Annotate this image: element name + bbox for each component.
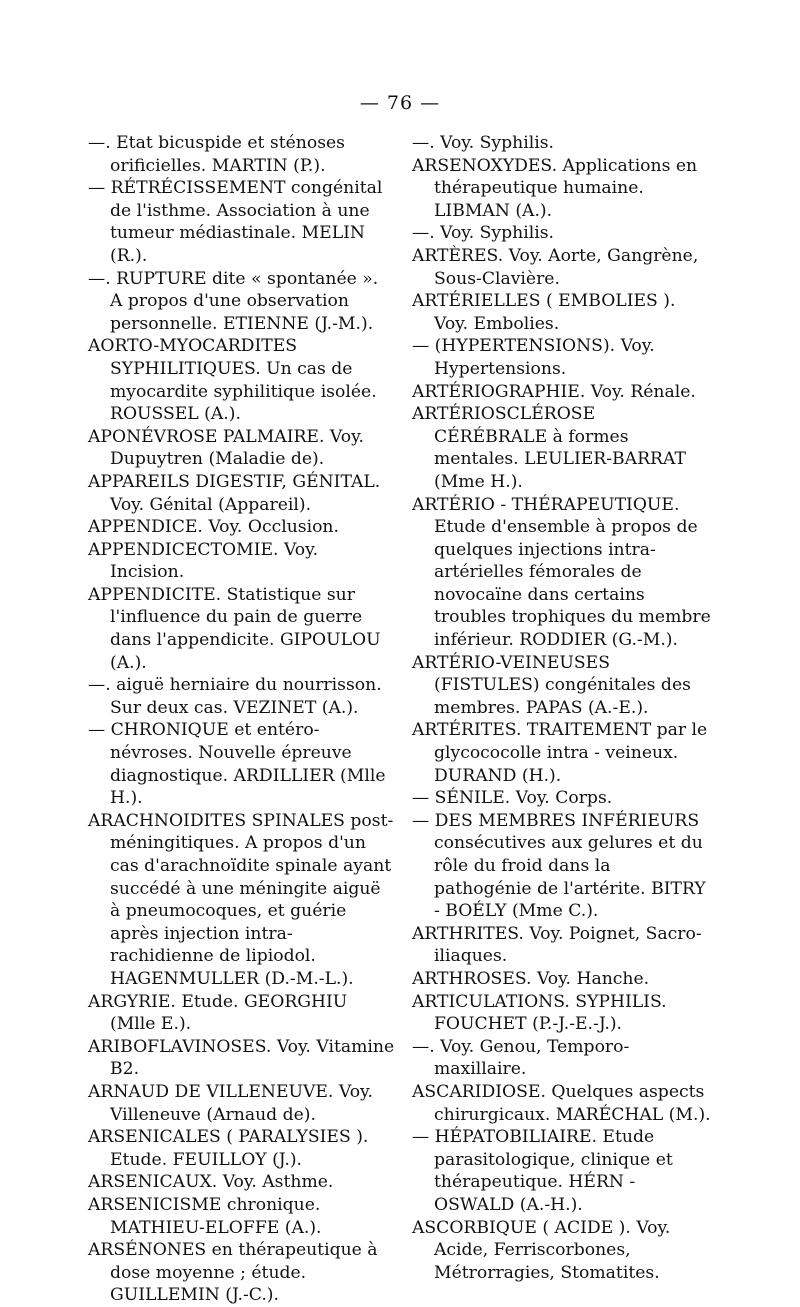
- index-entry: ARTÉRIO - THÉRAPEUTIQUE. Etude d'ensemble à propos de quelques injections intra-artérielles fémorales de novocaïne dans certains troubles trophiques du membre inférieur. RODDIER (G.-M.).: [412, 494, 711, 651]
- index-entry: APONÉVROSE PALMAIRE. Voy. Dupuytren (Maladie de).: [88, 426, 364, 470]
- index-entry: ARTÈRES. Voy. Aorte, Gangrène, Sous-Clavière.: [412, 245, 699, 289]
- index-entry: — (HYPERTENSIONS). Voy. Hypertensions.: [412, 336, 655, 379]
- index-entry: —. Voy. Syphilis.: [412, 133, 554, 153]
- index-entry: — SÉNILE. Voy. Corps.: [412, 788, 613, 809]
- index-entry: ARTÉRIOSCLÉROSE CÉRÉBRALE à formes mentales. LEULIER-BARRAT (Mme H.).: [412, 404, 686, 492]
- index-entry: —. RUPTURE dite « spontanée ». A propos d'une observation personnelle. ETIENNE (J.-M.).: [88, 268, 379, 334]
- index-entry: ARSÉNONES en thérapeutique à dose moyenne ; étude. GUILLEMIN (J.-C.).: [88, 1240, 378, 1306]
- index-entry: ARACHNOIDITES SPINALES post-méningitiques. A propos d'un cas d'arachnoïdite spinale ayant succédé à une méningite aiguë à pneumocoques, et guérie après injection intra-rachidienne de lipiodol. HAGENMULLER (D.-M.-L.).: [88, 810, 394, 989]
- index-entry: —. Etat bicuspide et sténoses orificielles. MARTIN (P.).: [88, 133, 346, 176]
- index-entry: ARTHRITES. Voy. Poignet, Sacro-iliaques.: [412, 923, 702, 967]
- index-entry: ARTÉRIO-VEINEUSES (FISTULES) congénitales des membres. PAPAS (A.-E.).: [412, 652, 691, 718]
- index-entry: ARTICULATIONS. SYPHILIS. FOUCHET (P.-J.-E.-J.).: [412, 991, 667, 1035]
- index-entry: ASCARIDIOSE. Quelques aspects chirurgicaux. MARÉCHAL (M.).: [412, 1081, 711, 1125]
- index-entry: — HÉPATOBILIAIRE. Etude parasitologique, clinique et thérapeutique. HÉRN - OSWALD (A.-H.).: [412, 1127, 673, 1215]
- index-entry: ARIBOFLAVINOSES. Voy. Vitamine B2.: [88, 1036, 395, 1080]
- index-entry: AORTO-MYOCARDITES SYPHILITIQUES. Un cas de myocardite syphilitique isolée. ROUSSEL (A.).: [88, 336, 377, 425]
- index-entry: APPENDICITE. Statistique sur l'influence du pain de guerre dans l'appendicite. GIPOULOU (A.).: [88, 584, 381, 673]
- index-entry: ARSENICAUX. Voy. Asthme.: [88, 1172, 334, 1193]
- index-entry: APPENDICE. Voy. Occlusion.: [88, 517, 339, 538]
- index-entry: ARSENICISME chronique. MATHIEU-ELOFFE (A.).: [88, 1194, 322, 1238]
- index-entry: — RÉTRÉCISSEMENT congénital de l'isthme. Association à une tumeur médiastinale. MELIN (R.).: [88, 178, 383, 266]
- index-entry: —. aiguë herniaire du nourrisson. Sur deux cas. VEZINET (A.).: [88, 675, 382, 718]
- index-entry: — DES MEMBRES INFÉRIEURS consécutives aux gelures et du rôle du froid dans la pathogénie de l'artérite. BITRY - BOÉLY (Mme C.).: [412, 810, 706, 922]
- index-entry: ARTÉRIELLES ( EMBOLIES ). Voy. Embolies.: [412, 291, 676, 334]
- index-entry: APPAREILS DIGESTIF, GÉNITAL. Voy. Génital (Appareil).: [88, 471, 381, 515]
- index-entry: ARTÉRIOGRAPHIE. Voy. Rénale.: [412, 381, 696, 402]
- index-entry: ARSENICALES ( PARALYSIES ). Etude. FEUILLOY (J.).: [88, 1127, 369, 1170]
- index-entry: ASCORBIQUE ( ACIDE ). Voy. Acide, Ferriscorbones, Métrorragies, Stomatites.: [412, 1217, 671, 1283]
- index-entry: —. Voy. Genou, Temporo-maxillaire.: [412, 1036, 630, 1080]
- index-entry: ARNAUD DE VILLENEUVE. Voy. Villeneuve (Arnaud de).: [88, 1081, 373, 1125]
- index-entry: ARTHROSES. Voy. Hanche.: [412, 968, 650, 989]
- index-entry: ARSENOXYDES. Applications en thérapeutique humaine. LIBMAN (A.).: [412, 155, 698, 221]
- index-entry: —. Voy. Syphilis.: [412, 223, 554, 244]
- left-column: [88, 132, 396, 1307]
- index-entry: — CHRONIQUE et entéro-névroses. Nouvelle épreuve diagnostique. ARDILLIER (Mlle H.).: [88, 720, 386, 809]
- right-column: [412, 132, 712, 1284]
- index-entry: ARTÉRITES. TRAITEMENT par le glycococolle intra - veineux. DURAND (H.).: [412, 720, 708, 786]
- page-number: — 76 —: [359, 92, 441, 114]
- index-entry: ARGYRIE. Etude. GEORGHIU (Mlle E.).: [88, 991, 348, 1035]
- index-entry: APPENDICECTOMIE. Voy. Incision.: [88, 539, 319, 583]
